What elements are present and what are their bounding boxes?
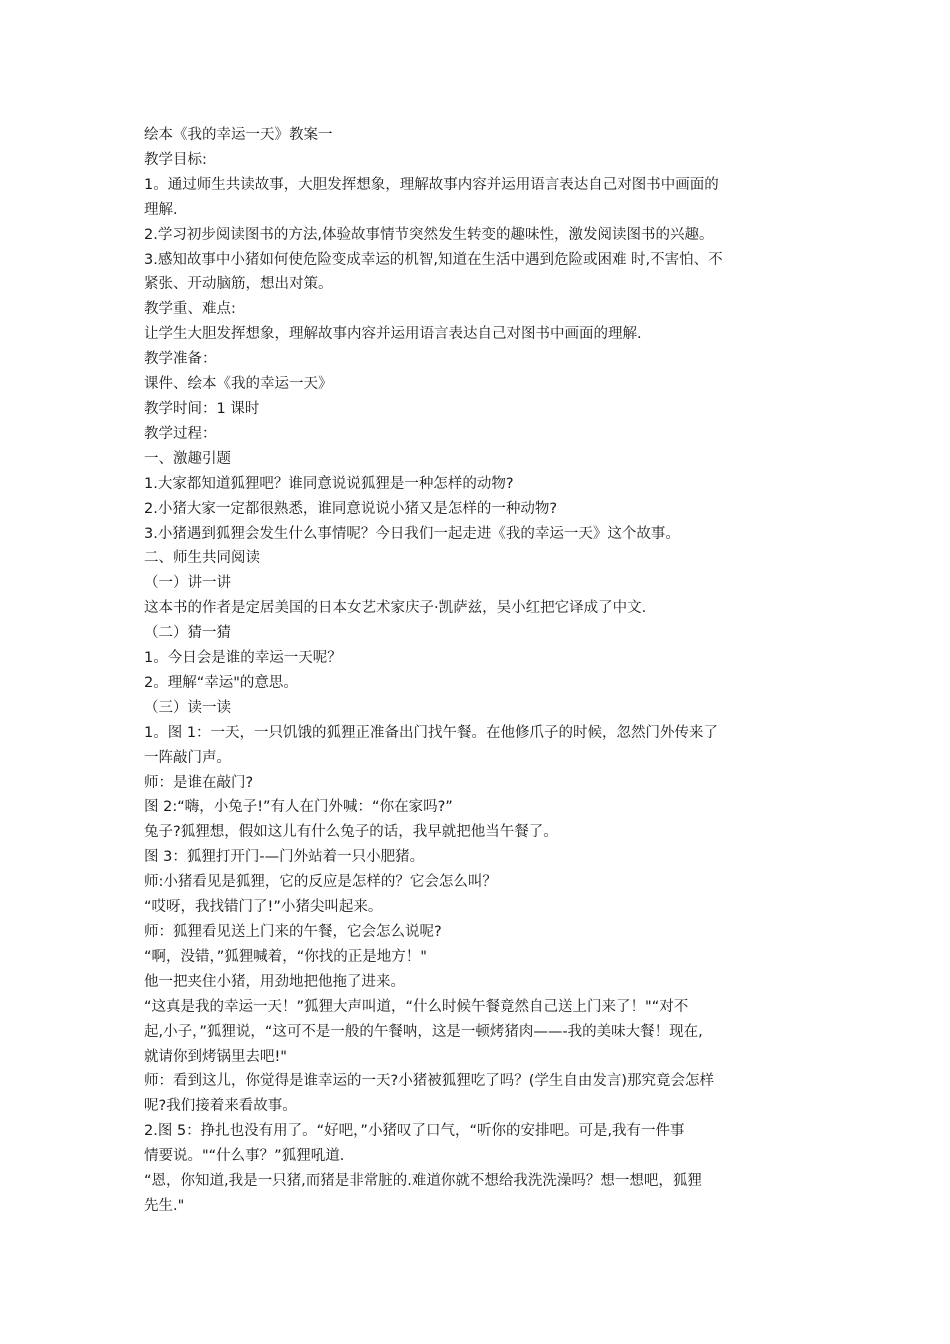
subsection-heading: （二）猜一猜 (144, 625, 231, 642)
text-line: “这真是我的幸运一天！”狐狸大声叫道，“什么时候午餐竟然自己送上门来了！"“对不 (144, 998, 689, 1015)
subsection-heading: 一、激趣引题 (144, 450, 231, 467)
document-page (144, 123, 814, 1219)
text-line: 师：看到这儿，你觉得是谁幸运的一天?小猪被狐狸吃了吗？(学生自由发言)那究竟会怎样 (144, 1073, 715, 1090)
text-line: 图 3：狐狸打开门-—门外站着一只小肥猪。 (144, 849, 425, 866)
section-heading-key-points: 教学重、难点: (144, 301, 236, 318)
text-line: “啊，没错，”狐狸喊着，“你找的正是地方！" (144, 948, 427, 965)
document-title: 绘本《我的幸运一天》教案一 (144, 127, 333, 143)
text-line: 1。通过师生共读故事，大胆发挥想象，理解故事内容并运用语言表达自己对图书中画面的 (144, 176, 719, 193)
text-line: 就请你到烤锅里去吧!" (144, 1048, 287, 1065)
text-line: 呢?我们接着来看故事。 (144, 1098, 297, 1115)
text-line: 2.图 5：挣扎也没有用了。“好吧，”小猪叹了口气，“听你的安排吧。可是,我有一件事 (144, 1123, 685, 1140)
text-line: 1.大家都知道狐狸吧？谁同意说说狐狸是一种怎样的动物? (144, 475, 514, 492)
text-line: 让学生大胆发挥想象，理解故事内容并运用语言表达自己对图书中画面的理解. (144, 326, 642, 343)
text-line: 先生." (144, 1197, 185, 1214)
text-line: “恩，你知道,我是一只猪,而猪是非常脏的.难道你就不想给我洗洗澡吗？想一想吧，狐狸 (144, 1173, 702, 1190)
text-line: 理解. (144, 201, 178, 218)
text-line: 3.小猪遇到狐狸会发生什么事情呢？今日我们一起走进《我的幸运一天》这个故事。 (144, 525, 680, 542)
text-line: 3.感知故事中小猪如何使危险变成幸运的机智,知道在生活中遇到危险或困难 时,不害怕、不 (144, 251, 723, 268)
text-line: 师：狐狸看见送上门来的午餐，它会怎么说呢? (144, 924, 442, 940)
subsection-heading: （三）读一读 (144, 699, 231, 716)
text-line: 2。理解“幸运"的意思。 (144, 674, 298, 691)
text-line: 情要说。"“什么事？”狐狸吼道. (144, 1148, 345, 1165)
text-line: 这本书的作者是定居美国的日本女艺术家庆子·凯萨兹，吴小红把它译成了中文. (144, 600, 647, 617)
subsection-heading: 二、师生共同阅读 (144, 550, 260, 567)
text-line: 图 2:“嗨，小兔子!”有人在门外喊：“你在家吗?” (144, 799, 453, 816)
text-line: 他一把夹住小猪，用劲地把他拖了进来。 (144, 973, 405, 990)
section-heading-preparation: 教学准备： (144, 351, 217, 368)
text-line: 兔子?狐狸想，假如这儿有什么兔子的话，我早就把他当午餐了。 (144, 824, 558, 841)
text-line: 师:小猪看见是狐狸，它的反应是怎样的？它会怎么叫？ (144, 874, 497, 891)
text-line: 一阵敲门声。 (144, 749, 231, 766)
text-line: 师：是谁在敲门? (144, 774, 254, 791)
text-line: 教学时间：1 课时 (144, 400, 260, 417)
text-line: 2.学习初步阅读图书的方法,体验故事情节突然发生转变的趣味性，激发阅读图书的兴趣。 (144, 226, 714, 243)
subsection-heading: （一）讲一讲 (144, 575, 231, 592)
section-heading-objectives: 教学目标: (144, 151, 207, 168)
text-line: 1。图 1：一天，一只饥饿的狐狸正准备出门找午餐。在他修爪子的时候，忽然门外传来了 (144, 724, 719, 741)
text-line: 1。今日会是谁的幸运一天呢？ (144, 650, 342, 667)
text-line: 紧张、开动脑筋，想出对策。 (144, 276, 333, 293)
text-line: 2.小猪大家一定都很熟悉，谁同意说说小猪又是怎样的一种动物? (144, 500, 558, 517)
text-line: “哎呀，我找错门了!”小猪尖叫起来。 (144, 899, 383, 916)
text-line: 课件、绘本《我的幸运一天》 (144, 376, 333, 393)
section-heading-process: 教学过程： (144, 425, 217, 442)
text-line: 起,小子，”狐狸说，“这可不是一般的午餐呐，这是一顿烤猪肉——-我的美味大餐！现在, (144, 1023, 703, 1040)
